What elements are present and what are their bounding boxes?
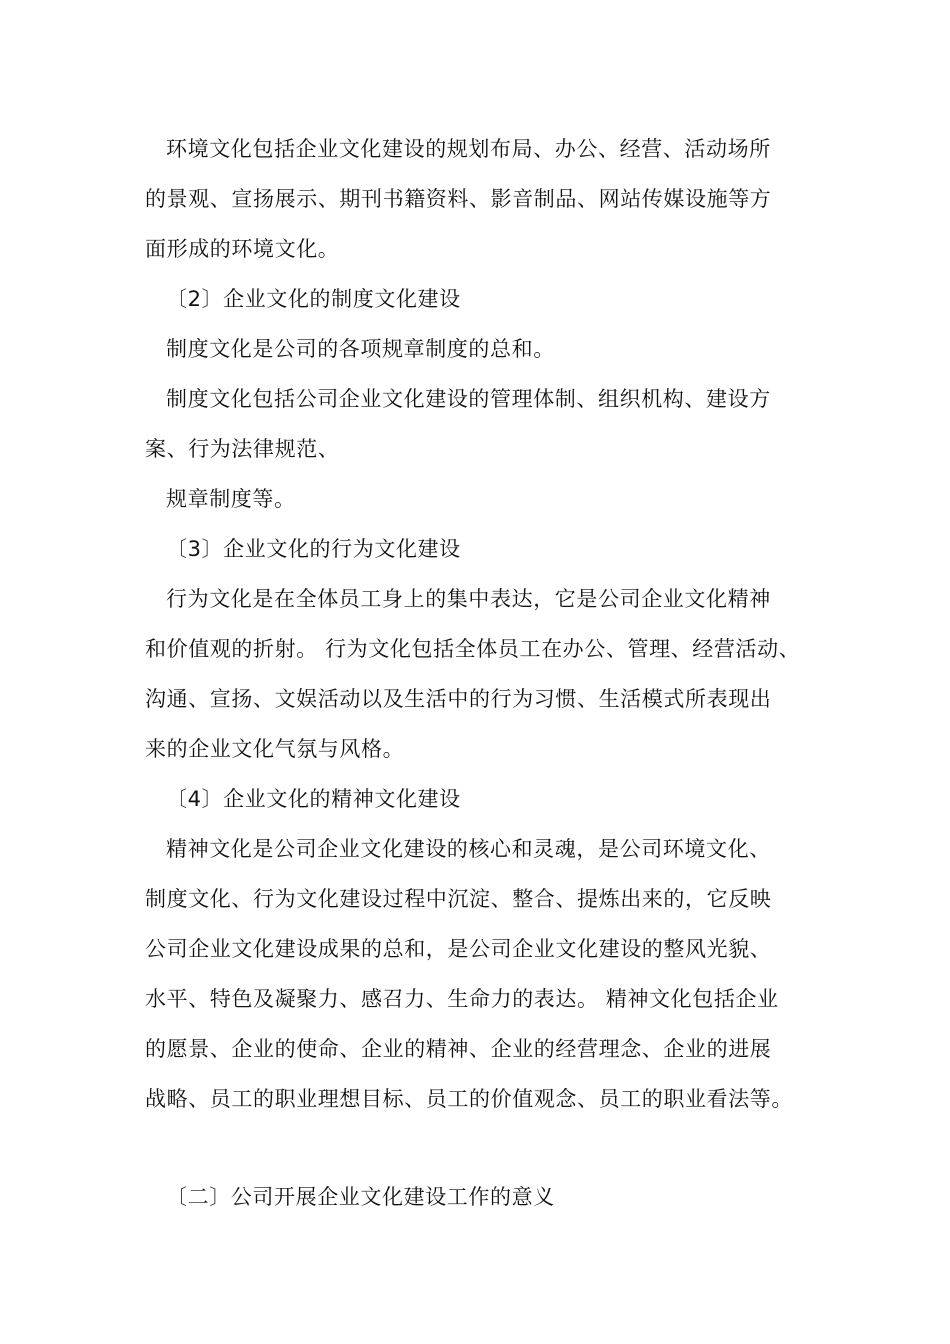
paragraph-line: 公司企业文化建设成果的总和，是公司企业文化建设的整风光貌、 bbox=[145, 937, 772, 961]
paragraph-line: 制度文化包括公司企业文化建设的管理体制、组织机构、建设方 bbox=[166, 387, 771, 411]
section-heading: 〔4〕企业文化的精神文化建设 bbox=[166, 787, 461, 811]
paragraph-line: 的景观、宣扬展示、期刊书籍资料、影音制品、网站传媒设施等方 bbox=[145, 187, 772, 211]
paragraph-line: 的愿景、企业的使命、企业的精神、企业的经营理念、企业的进展 bbox=[145, 1037, 772, 1061]
paragraph-line: 战略、员工的职业理想目标、员工的价值观念、员工的职业看法等。 bbox=[145, 1087, 793, 1111]
paragraph-line: 制度文化是公司的各项规章制度的总和。 bbox=[166, 337, 555, 361]
paragraph-line: 精神文化是公司企业文化建设的核心和灵魂，是公司环境文化、 bbox=[166, 837, 771, 861]
section-heading: 〔2〕企业文化的制度文化建设 bbox=[166, 287, 461, 311]
section-heading: 〔3〕企业文化的行为文化建设 bbox=[166, 537, 461, 561]
paragraph-line: 面形成的环境文化。 bbox=[145, 237, 340, 261]
paragraph-line: 和价值观的折射。 行为文化包括全体员工在办公、管理、经营活动、 bbox=[145, 637, 801, 661]
paragraph-line: 规章制度等。 bbox=[166, 487, 296, 511]
paragraph-line: 环境文化包括企业文化建设的规划布局、办公、经营、活动场所 bbox=[166, 137, 771, 161]
paragraph-line: 沟通、宣扬、文娱活动以及生活中的行为习惯、生活模式所表现出 bbox=[145, 687, 772, 711]
paragraph-line: 水平、特色及凝聚力、感召力、生命力的表达。 精神文化包括企业 bbox=[145, 987, 779, 1011]
section-heading: 〔二〕公司开展企业文化建设工作的意义 bbox=[166, 1185, 555, 1209]
paragraph-line: 案、行为法律规范、 bbox=[145, 437, 340, 461]
paragraph-line: 制度文化、行为文化建设过程中沉淀、整合、提炼出来的，它反映 bbox=[145, 887, 772, 911]
paragraph-line: 来的企业文化气氛与风格。 bbox=[145, 737, 405, 761]
paragraph-line: 行为文化是在全体员工身上的集中表达，它是公司企业文化精神 bbox=[166, 587, 771, 611]
